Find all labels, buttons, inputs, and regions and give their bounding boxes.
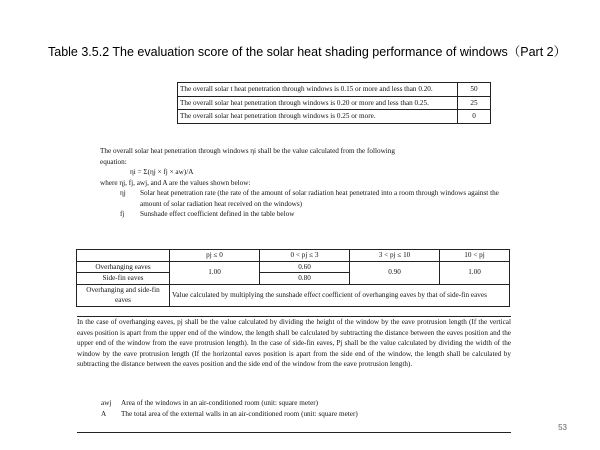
definition-symbol: ηj <box>120 189 126 197</box>
header-cell: 0 < pj ≤ 3 <box>260 250 350 262</box>
divider <box>77 432 511 433</box>
header-cell: 3 < pj ≤ 10 <box>350 250 440 262</box>
score-table <box>177 82 491 124</box>
definition-item <box>100 209 520 220</box>
equation-section <box>100 146 520 220</box>
table-row <box>77 261 510 273</box>
explanation <box>77 316 511 370</box>
row-label: Side-fin eaves <box>77 273 170 285</box>
coefficient-table <box>76 249 510 307</box>
table-row <box>178 83 491 97</box>
coef-value: 0.90 <box>350 261 440 284</box>
header-cell: 10 < pj <box>440 250 510 262</box>
coef-value: Value calculated by multiplying the sunshade effect coefficient of overhanging eaves by that of side-fin eaves <box>170 284 510 306</box>
page-title: Table 3.5.2 The evaluation score of the solar heat shading performance of windows（Part 2） <box>48 45 567 59</box>
definition-item <box>100 188 520 209</box>
explanation-text: In the case of overhanging eaves, pj shall be the value calculated by dividing the height of the window by the eave protrusion length (If the vertical eaves position is apart from the upper end of the window, the length shall be calculated by subtracting the distance between the eaves position and the upper end of the window from the eave protrusion length). In the case of side-fin eaves, Pj shall be the value calculated by dividing the width of the window by the eave protrusion length (If the horizontal eaves position is apart from the side end of the window, the length shall be calculated by subtracting the distance between the eaves position and the side end of the window from the eave protrusion length). <box>77 318 511 368</box>
condition-cell: The overall solar t heat penetration through windows is 0.15 or more and less than 0.20. <box>178 83 458 97</box>
score-cell: 0 <box>458 110 491 124</box>
definition-item <box>77 409 511 420</box>
definition-text: Area of the windows in an air-conditioned room (unit: square meter) <box>121 399 319 407</box>
definition-text: The total area of the external walls in an air-conditioned room (unit: square meter) <box>121 409 358 418</box>
table-row <box>178 96 491 110</box>
table-row <box>178 110 491 124</box>
definition-symbol: A <box>101 409 107 418</box>
definition-text: Solar heat penetration rate (the rate of the amount of solar radiation heat penetrated into a room through windows against the amount of solar radiation heat received on the windows) <box>140 189 499 208</box>
header-cell <box>77 250 170 262</box>
row-label: Overhanging and side-fin eaves <box>77 284 170 306</box>
equation-intro: The overall solar heat penetration through windows ηi shall be the value calculated from the following <box>100 147 395 155</box>
condition-cell: The overall solar heat penetration through windows is 0.25 or more. <box>178 110 458 124</box>
definition-symbol: fj <box>120 210 125 218</box>
row-label: Overhanging eaves <box>77 261 170 273</box>
score-cell: 25 <box>458 96 491 110</box>
coef-value: 1.00 <box>440 261 510 284</box>
coef-value: 0.60 <box>260 261 350 273</box>
formula: ηi = Σ(ηj × fj × aw)/A <box>130 168 194 176</box>
header-cell: pj ≤ 0 <box>170 250 260 262</box>
table-row <box>77 284 510 306</box>
definitions <box>77 398 511 419</box>
page-number: 53 <box>558 423 567 432</box>
coef-value: 0.80 <box>260 273 350 285</box>
where-line: where ηj, fj, awj, and A are the values shown below: <box>100 178 251 187</box>
equation-intro-2: equation: <box>100 157 127 166</box>
definition-text: Sunshade effect coefficient defined in the table below <box>140 210 295 218</box>
definition-item <box>77 398 511 409</box>
score-cell: 50 <box>458 83 491 97</box>
coef-value: 1.00 <box>170 261 260 284</box>
table-header-row <box>77 250 510 262</box>
condition-cell: The overall solar heat penetration through windows is 0.20 or more and less than 0.25. <box>178 96 458 110</box>
definition-symbol: awj <box>101 399 112 407</box>
